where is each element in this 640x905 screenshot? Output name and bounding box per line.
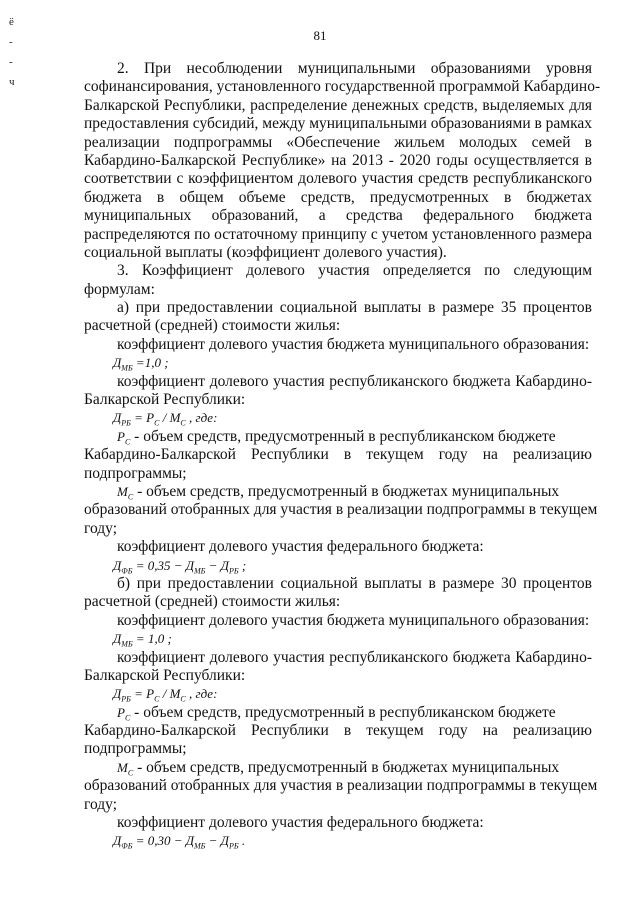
text-line: Балкарской Республики:	[84, 666, 246, 684]
text-line: году;	[84, 519, 118, 537]
text-line: коэффициент долевого участия федерального бюджета:	[117, 538, 484, 556]
text-line: коэффициент долевого участия республиканского бюджета Кабардино-	[117, 648, 592, 666]
text-line: формулам:	[84, 280, 155, 298]
line-text: - объем средств, предусмотренный в бюджетах муниципальных	[133, 758, 560, 776]
text-line	[84, 759, 592, 777]
text-line: коэффициент долевого участия федерального бюджета:	[117, 814, 484, 832]
text-line: Балкарской Республики, распределение денежных средств, выделяемых для	[84, 96, 592, 114]
symbol: $P_C$	[117, 428, 131, 447]
text-line: 3. Коэффициент долевого участия определяется по следующим	[117, 262, 592, 280]
text-line: подпрограммы;	[84, 740, 187, 758]
text-line: Кабардино-Балкарской Республики в текущем году на реализацию	[84, 446, 592, 464]
text-line: муниципальных образований, а средства федерального бюджета	[84, 207, 592, 225]
line-text: - объем средств, предусмотренный в республиканском бюджете	[130, 703, 556, 721]
symbol: $M_C$	[117, 759, 134, 778]
text-line: софинансирования, установленного государственной программой Кабардино-	[84, 78, 601, 96]
text-line: 2. При несоблюдении муниципальными образованиями уровня	[117, 60, 592, 77]
text-line: образований отобранных для участия в реализации подпрограммы в текущем	[84, 501, 598, 519]
text-line: расчетной (средней) стоимости жилья:	[84, 593, 341, 611]
line-text: - объем средств, предусмотренный в республиканском бюджете	[130, 427, 556, 445]
text-line: а) при предоставлении социальной выплаты в размере 35 процентов	[117, 299, 592, 317]
symbol: $M_C$	[117, 483, 134, 502]
margin-mark: -	[9, 56, 13, 68]
page-number: 81	[313, 28, 327, 43]
text-line: подпрограммы;	[84, 464, 187, 482]
text-line	[84, 483, 592, 501]
margin-marks	[9, 12, 23, 92]
text-line: Кабардино-Балкарской Республики в текущем году на реализацию	[84, 722, 592, 740]
margin-mark: ё	[9, 16, 14, 28]
formula: $Д_{МБ} = 1,0$ ;	[113, 631, 172, 649]
text-line: бюджета в общем объеме средств, предусмотренных в бюджетах	[84, 188, 592, 206]
text-line: социальной выплаты (коэффициент долевого участия).	[84, 243, 447, 261]
text-line: расчетной (средней) стоимости жилья:	[84, 317, 341, 335]
line-text: - объем средств, предусмотренный в бюджетах муниципальных	[133, 482, 560, 500]
document-body	[84, 60, 601, 851]
text-line: реализации подпрограммы «Обеспечение жильем молодых семей в	[84, 133, 592, 151]
text-line: коэффициент долевого участия бюджета муниципального образования:	[117, 611, 590, 629]
text-line: коэффициент долевого участия бюджета муниципального образования:	[117, 335, 590, 353]
text-line: образований отобранных для участия в реализации подпрограммы в текущем	[84, 777, 598, 795]
text-line: году;	[84, 795, 118, 813]
text-line: б) при предоставлении социальной выплаты в размере 30 процентов	[117, 574, 592, 592]
formula: $Д_{МБ} =1,0$ ;	[113, 355, 169, 373]
text-line	[84, 704, 592, 722]
text-line: Балкарской Республики:	[84, 391, 246, 409]
text-line: Кабардино-Балкарской Республике» на 2013 - 2020 годы осуществляется в	[84, 151, 592, 169]
formula: $Д_{ФБ} = 0,35 - Д_{МБ} - Д_{РБ}$ ;	[113, 557, 247, 576]
text-line: коэффициент долевого участия республиканского бюджета Кабардино-	[117, 372, 592, 390]
text-line: предоставления субсидий, между муниципальными образованиями в рамках	[84, 115, 593, 133]
symbol: $P_C$	[117, 704, 131, 723]
margin-mark: ч	[9, 76, 15, 88]
formula: $Д_{ФБ} = 0,30 - Д_{МБ} - Д_{РБ}$ .	[113, 833, 246, 851]
text-line	[84, 428, 592, 446]
formula: $Д_{РБ} = Р_С / М_С$ , где:	[113, 410, 218, 429]
margin-mark: -	[9, 36, 13, 48]
text-line: распределяются по остаточному принципу с учетом установленного размера	[84, 225, 592, 243]
formula: $Д_{РБ} = Р_С / М_С$ , где:	[113, 686, 218, 704]
text-line: соответствии с коэффициентом долевого участия средств республиканского	[84, 170, 592, 188]
